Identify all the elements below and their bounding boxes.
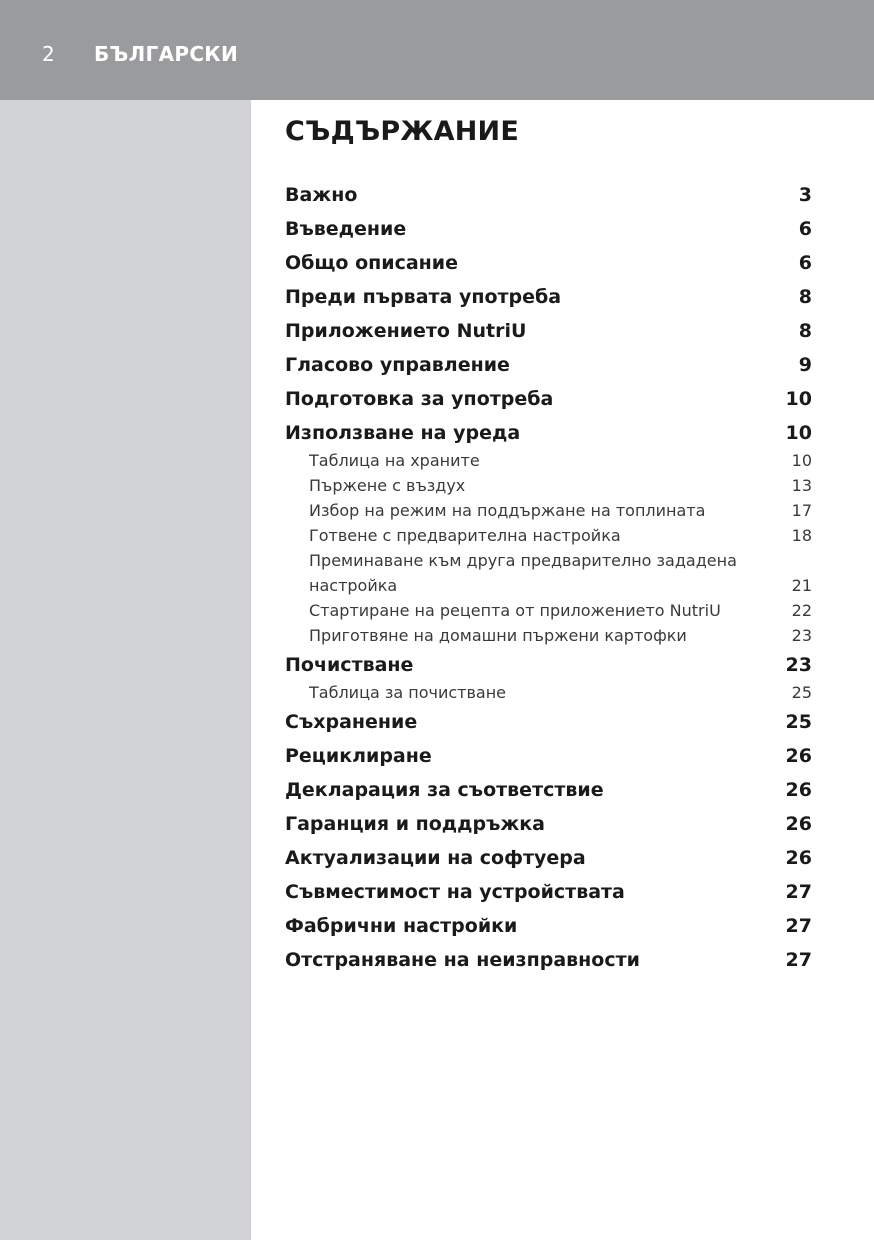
toc-subentry[interactable] [285, 498, 812, 523]
toc-entry-page: 10 [785, 422, 812, 444]
language-label: БЪЛГАРСКИ [94, 42, 238, 66]
toc-entry-label: Използване на уреда [285, 422, 521, 444]
toc-entry-label: Гласово управление [285, 354, 510, 376]
toc-entry-label: Почистване [285, 654, 414, 676]
toc-entry[interactable] [285, 946, 812, 980]
toc-entry-label: Отстраняване на неизправности [285, 949, 640, 971]
toc-entry[interactable] [285, 215, 812, 249]
toc-entry-label: Подготовка за употреба [285, 388, 554, 410]
toc-entry[interactable] [285, 385, 812, 419]
toc-entry-label: Преди първата употреба [285, 286, 562, 308]
toc-entry-page: 8 [798, 320, 812, 342]
toc-entry[interactable] [285, 708, 812, 742]
toc-subentry-page: 13 [791, 476, 812, 495]
page-number: 2 [42, 42, 55, 66]
toc-entry-label: Декларация за съответствие [285, 779, 604, 801]
toc-entry-label: Фабрични настройки [285, 915, 518, 937]
toc-subentry-page: 23 [791, 626, 812, 645]
toc-entry[interactable] [285, 249, 812, 283]
toc-entry[interactable] [285, 844, 812, 878]
toc-subentry-label: Приготвяне на домашни пържени картофки [309, 626, 687, 645]
toc-subentry-label: Избор на режим на поддържане на топлината [309, 501, 706, 520]
toc-entry-label: Гаранция и поддръжка [285, 813, 545, 835]
toc-entry-page: 8 [798, 286, 812, 308]
toc-entry[interactable] [285, 283, 812, 317]
toc-subentry[interactable] [285, 623, 812, 648]
toc-subentry[interactable] [285, 523, 812, 548]
toc-entry[interactable] [285, 912, 812, 946]
toc-entry-page: 25 [785, 711, 812, 733]
toc-entry-page: 26 [785, 779, 812, 801]
toc-subentry-label: Преминаване към друга предварително зададена настройка [309, 551, 737, 595]
toc-subentry[interactable] [285, 548, 812, 598]
toc-subentry-label: Таблица на храните [309, 451, 480, 470]
toc-entry-label: Въведение [285, 218, 407, 240]
toc-entry[interactable] [285, 776, 812, 810]
toc-entry-page: 6 [798, 252, 812, 274]
toc-entry-page: 6 [798, 218, 812, 240]
toc-entry[interactable] [285, 810, 812, 844]
toc-subentry-label: Таблица за почистване [309, 683, 507, 702]
toc-entry[interactable] [285, 878, 812, 912]
toc-entry-label: Приложението NutriU [285, 320, 527, 342]
toc-entry-label: Общо описание [285, 252, 458, 274]
toc-subentry-label: Стартиране на рецепта от приложението NutriU [309, 601, 721, 620]
toc-subentry-label: Готвене с предварителна настройка [309, 526, 621, 545]
toc-entry-label: Съхранение [285, 711, 418, 733]
toc-entry-page: 26 [785, 813, 812, 835]
toc-entry-page: 23 [785, 654, 812, 676]
toc-entry-page: 9 [798, 354, 812, 376]
toc-subentry[interactable] [285, 473, 812, 498]
toc-entry-page: 26 [785, 745, 812, 767]
toc-entry[interactable] [285, 317, 812, 351]
table-of-contents [285, 181, 812, 980]
toc-subentry[interactable] [285, 598, 812, 623]
toc-subentry-page: 25 [791, 683, 812, 702]
toc-subentry-page: 21 [791, 576, 812, 595]
toc-entry-page: 3 [798, 184, 812, 206]
page-header [0, 0, 874, 100]
toc-entry-label: Важно [285, 184, 358, 206]
toc-entry-label: Съвместимост на устройствата [285, 881, 625, 903]
toc-entry-page: 27 [785, 949, 812, 971]
toc-entry-page: 26 [785, 847, 812, 869]
toc-entry-page: 10 [785, 388, 812, 410]
toc-subentry-page: 10 [791, 451, 812, 470]
page-title: СЪДЪРЖАНИЕ [285, 116, 519, 147]
toc-entry-page: 27 [785, 881, 812, 903]
toc-entry-page: 27 [785, 915, 812, 937]
sidebar-panel [0, 100, 251, 1240]
toc-entry[interactable] [285, 351, 812, 385]
toc-subentry-page: 18 [791, 526, 812, 545]
toc-subentry[interactable] [285, 680, 812, 705]
toc-subentry-page: 17 [791, 501, 812, 520]
toc-subentry-label: Пържене с въздух [309, 476, 466, 495]
toc-entry[interactable] [285, 181, 812, 215]
toc-subentry-page: 22 [791, 601, 812, 620]
toc-entry-label: Рециклиране [285, 745, 432, 767]
toc-subentry[interactable] [285, 448, 812, 473]
toc-entry-label: Актуализации на софтуера [285, 847, 586, 869]
toc-entry[interactable] [285, 742, 812, 776]
